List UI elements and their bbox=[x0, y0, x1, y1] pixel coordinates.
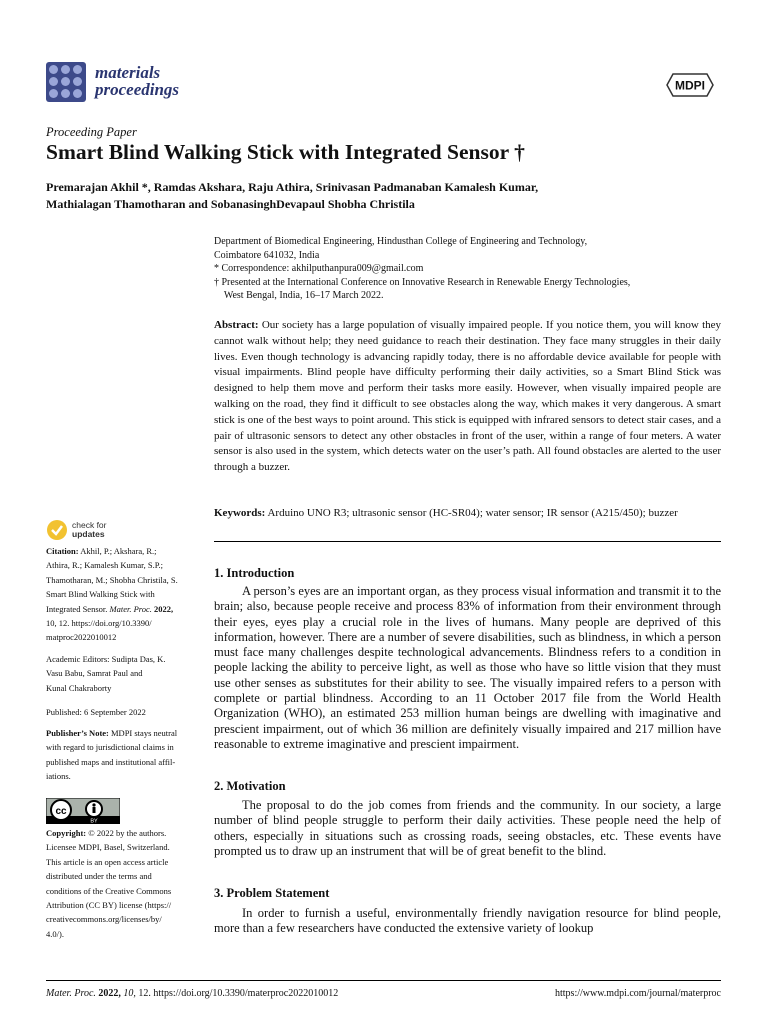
section-heading-problem-statement: 3. Problem Statement bbox=[214, 886, 330, 900]
section-text-motivation: The proposal to do the job comes from friends and the community. In our society, a large number of blind people struggle to perform their daily activities. These people need the help of others, especially in situations such as crossing roads, seeing obstacles, etc. These events have prompted us to draw up an instrument that will be of great benefit to the blind. bbox=[214, 798, 721, 858]
paper-type: Proceeding Paper bbox=[46, 125, 137, 139]
footer-rule bbox=[46, 980, 721, 981]
abstract bbox=[214, 318, 721, 476]
footer-journal-url[interactable]: https://www.mdpi.com/journal/materproc bbox=[555, 988, 721, 999]
authors: Premarajan Akhil *, Ramdas Akshara, Raju Athira, Srinivasan Padmanaban Kamalesh Kumar, Mathialagan Thamotharan and SobanasinghDevapaul Shobha Christila bbox=[46, 180, 539, 211]
footer bbox=[46, 988, 721, 999]
journal-name: materials proceedings bbox=[95, 63, 180, 99]
section-heading-motivation: 2. Motivation bbox=[214, 779, 286, 793]
copyright: Copyright: © 2022 by the authors. Licensee MDPI, Basel, Switzerland. This article is an open access article distributed under the terms and conditions of the Creative Commons Attribution (CC BY) license (https:// creativecommons.org/licenses/by/ 4.0/). bbox=[46, 828, 172, 939]
svg-text:MDPI: MDPI bbox=[675, 78, 705, 93]
citation: Citation: Akhil, P.; Akshara, R.; Athira, R.; Kamalesh Kumar, S.P.; Thamotharan, M.; Shobha Christila, S. Smart Blind Walking Stick with Integrated Sensor. Mater. Proc. 2022, 10, 12. https://doi.org/10.3390/ matproc2022010012 bbox=[46, 546, 178, 643]
section-text-problem-statement: In order to furnish a useful, environmentally friendly navigation resource for blind people, more than a few researchers have conducted the extensive variety of lookup bbox=[214, 906, 721, 936]
affiliations: Department of Biomedical Engineering, Hindusthan College of Engineering and Technology, Coimbatore 641032, India * Correspondence: akhilputhanpura009@gmail.com † Presented at the International Conference on Innovative Research in Renewable Energy Technologies, West Bengal, India, 16–17 March 2022. bbox=[214, 236, 631, 301]
divider bbox=[214, 541, 721, 542]
abstract-label: Abstract: bbox=[214, 319, 259, 331]
check-for-updates[interactable]: check for updates bbox=[46, 519, 107, 541]
footer-citation: Mater. Proc. 2022, 10, 12. https://doi.org/10.3390/materproc2022010012 bbox=[46, 988, 339, 999]
cc-by-license-icon[interactable] bbox=[46, 798, 120, 824]
paper-title: Smart Blind Walking Stick with Integrated Sensor † bbox=[46, 140, 525, 164]
svg-text:BY: BY bbox=[90, 818, 98, 824]
published-date: Published: 6 September 2022 bbox=[46, 707, 146, 717]
check-updates-icon bbox=[46, 519, 68, 541]
academic-editors: Academic Editors: Sudipta Das, K. Vasu Babu, Samrat Paul and Kunal Chakraborty bbox=[46, 654, 166, 693]
abstract-text: Our society has a large population of visually impaired people. If you notice them, you will know they cannot walk without help; they need guidance to reach their destination. They face many struggles in their daily lives. Even though technology is advancing rapidly today, there is no affordable device available for people with visual impairments. Blind people have difficulty performing their daily activities, so a Smart Blind Stick was designed to help them move and perform their tasks more easily. However, when visually impaired people are walking on the road, they find it difficult to see obstacles along the way, which makes it very dangerous. A smart stick is one of the best ways to point around. This stick is equipped with infrared sensors to detect stair cases, and a pair of ultrasonic sensors to detect any other obstacles in front of the user, within a range of four meters. A water sensor is also used in the system, which detects water on the user’s path. All found obstacles are alerted to the user through a buzzer. bbox=[214, 319, 722, 474]
publisher-note: Publisher’s Note: MDPI stays neutral with regard to jurisdictional claims in published maps and institutional affil- iations. bbox=[46, 728, 178, 782]
journal-logo-icon bbox=[46, 62, 86, 102]
keywords: Keywords: Arduino UNO R3; ultrasonic sensor (HC-SR04); water sensor; IR sensor (A215/450); buzzer bbox=[214, 507, 678, 519]
section-heading-introduction: 1. Introduction bbox=[214, 566, 295, 580]
mdpi-logo-icon bbox=[665, 72, 715, 98]
svg-text:cc: cc bbox=[55, 806, 67, 817]
section-text-introduction: A person’s eyes are an important organ, as they process visual information and transmit it to the brain; also, because people receive and process 83% of information from their environment through their eyes, eyes play a crucial role in the lives of humans. Many people are deprived of this information, however. There are a number of severe disabilities, such as blindness, in which a person must face many challenges despite technological advancements. Blindness refers to a condition in people lacking the ability to perceive light, as well as those who have so little vision that they must use other senses as substitutes for their ability to see. The visually impaired refers to a person with complete or partial blindness. According to an 11 October 2017 file from the World Health Organization (WHO), an estimated 253 million human beings are dwelling with imaginative and prescient impairment, out of which 36 million are definitely visually impaired and 217 million have reasonable to extreme imaginative and prescient impairment. bbox=[214, 584, 721, 751]
